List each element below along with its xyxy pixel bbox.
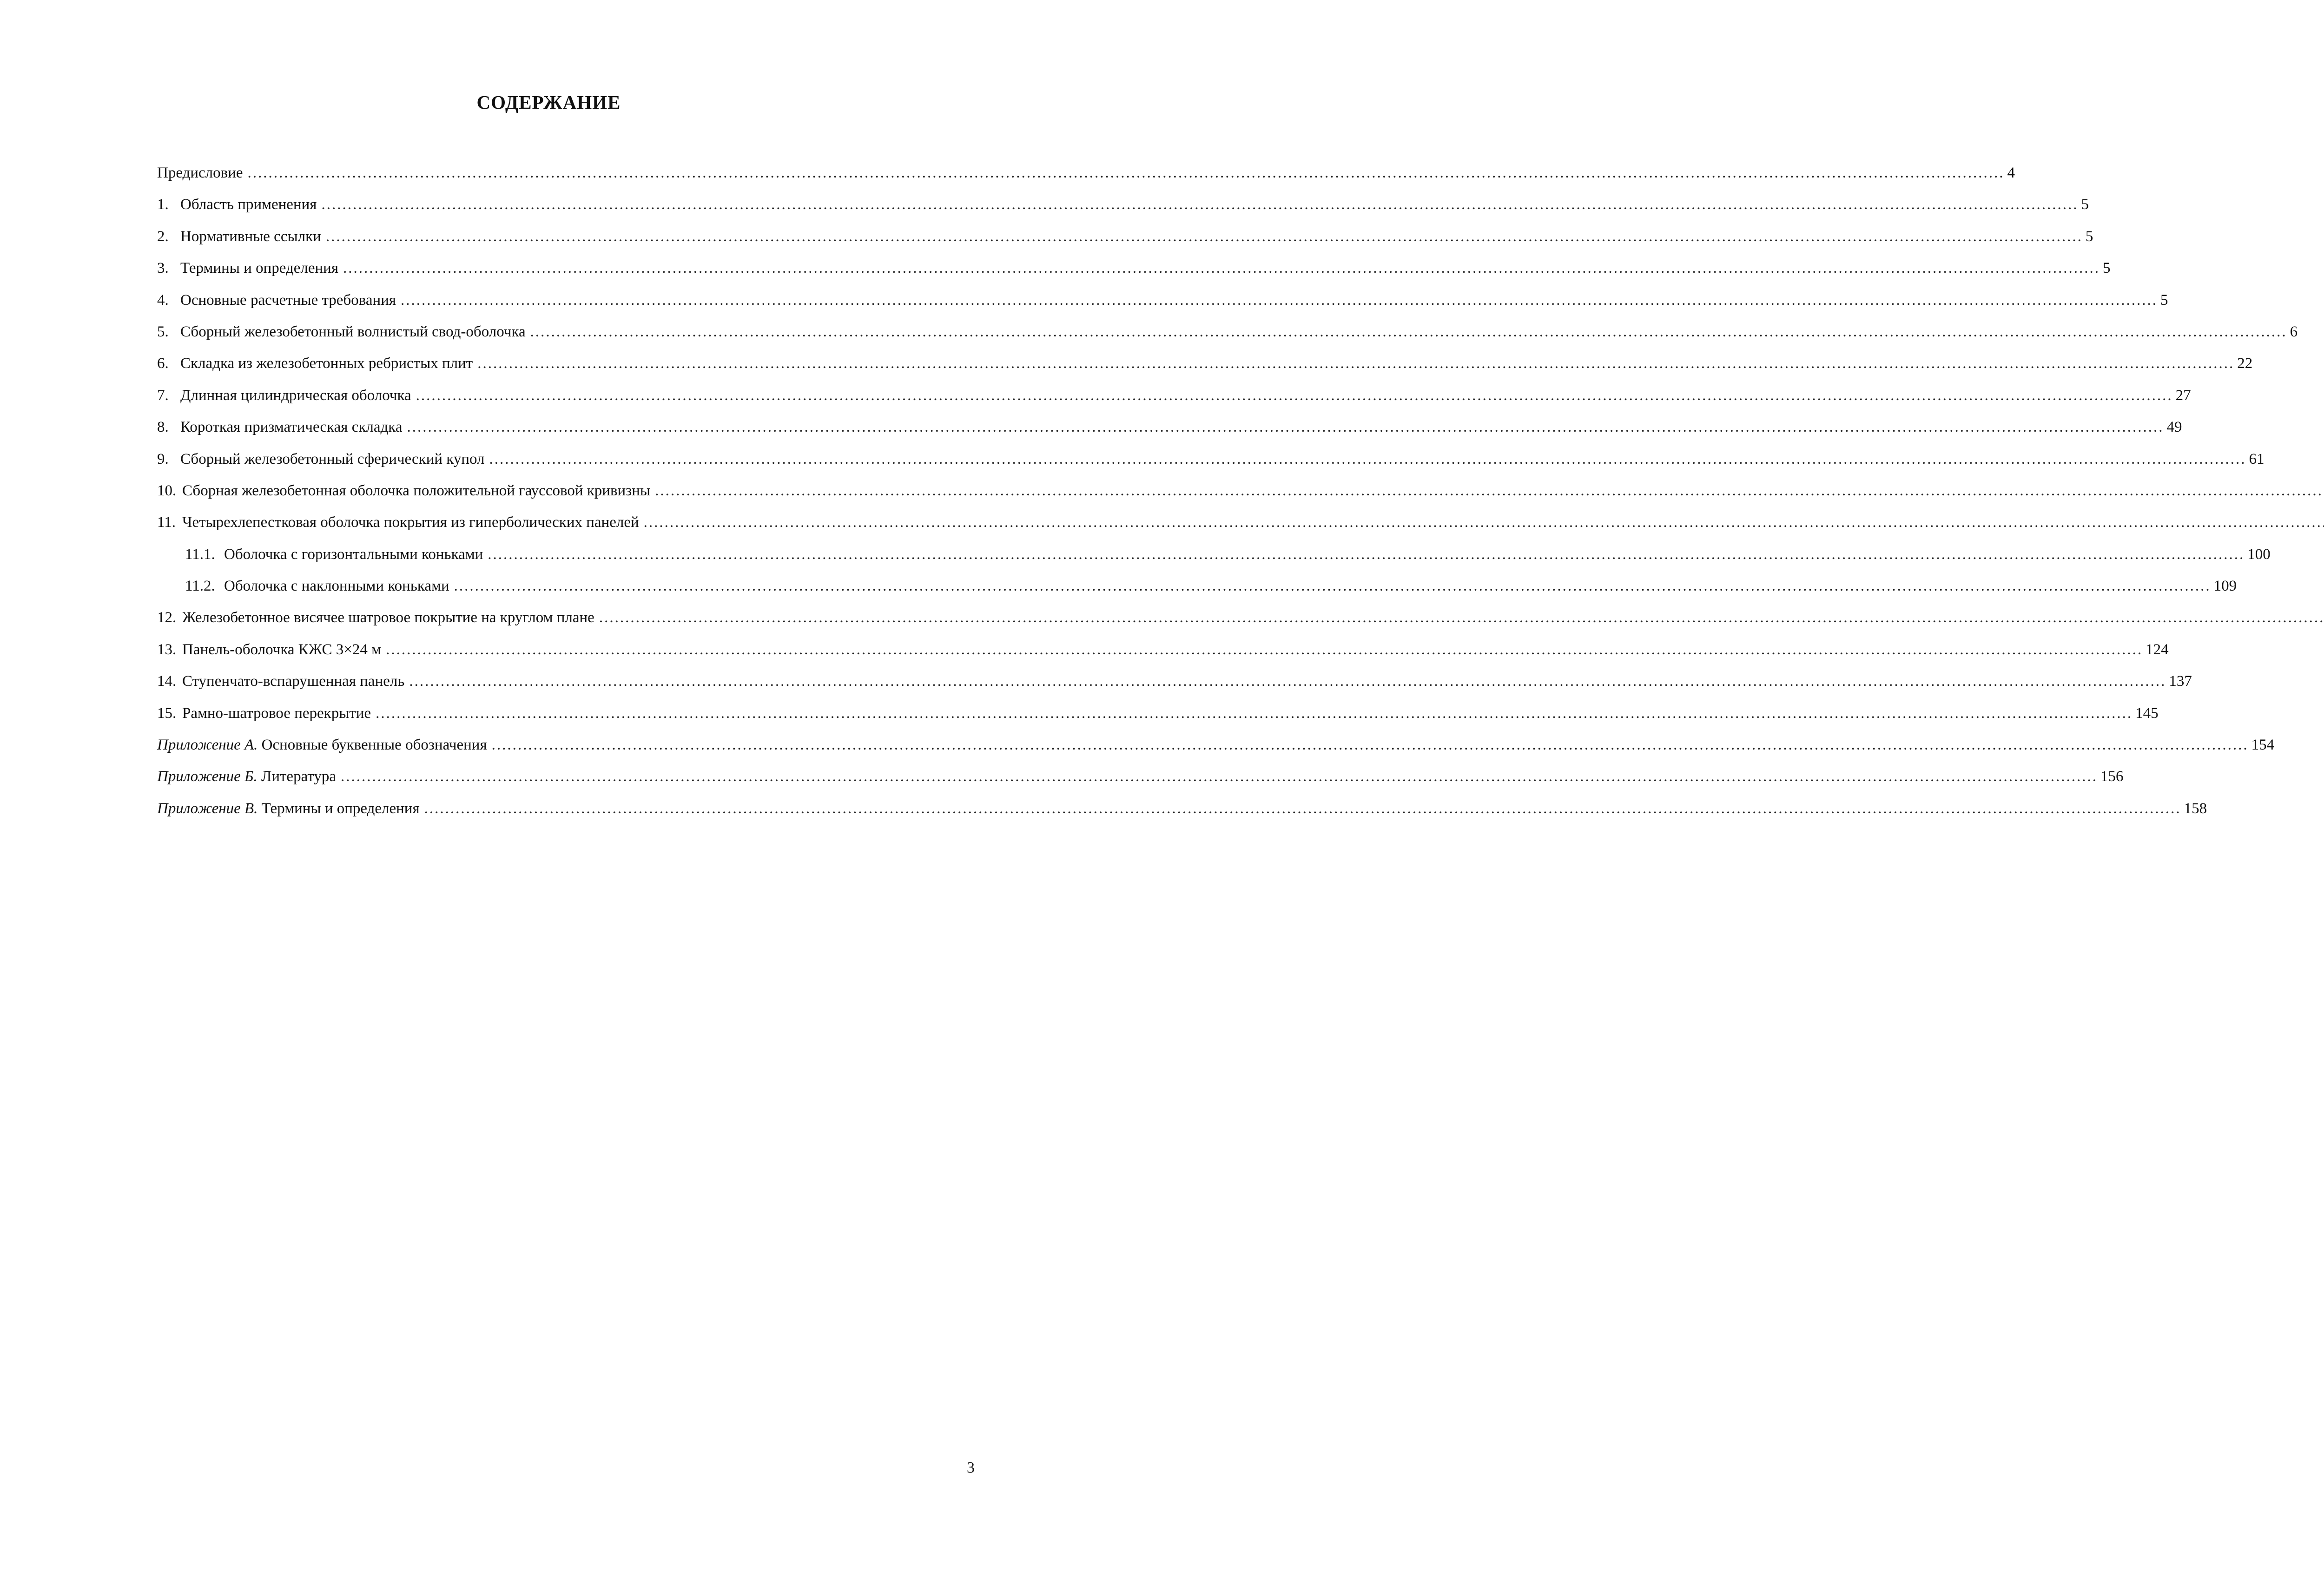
dot-leader <box>343 252 2100 284</box>
toc-entry-page: 109 <box>2213 578 2237 595</box>
toc-entry-11-1[interactable] <box>157 539 2271 570</box>
appendix-title: Термины и определения <box>261 800 420 817</box>
dot-leader <box>454 570 2211 602</box>
dot-leader <box>326 221 2083 252</box>
dot-leader <box>424 793 2181 824</box>
toc-entry-9[interactable] <box>157 443 2265 475</box>
dot-leader <box>489 443 2246 475</box>
toc-entry-number: 2. <box>157 228 169 245</box>
toc-entry-page: 22 <box>2237 355 2253 372</box>
dot-leader <box>530 316 2287 348</box>
toc-entry-text: Длинная цилиндрическая оболочка <box>180 387 411 404</box>
toc-entry-number: 4. <box>157 291 169 309</box>
dot-leader <box>416 380 2173 411</box>
toc-entry-text: Сборный железобетонный сферический купол <box>180 450 485 467</box>
toc-entry-text: Оболочка с наклонными коньками <box>224 578 449 595</box>
toc-entry-text <box>157 793 420 824</box>
toc-entry-text: Область применения <box>180 196 317 213</box>
dot-leader <box>401 284 2158 316</box>
toc-entry-page: 158 <box>2184 800 2207 817</box>
toc-entry-6[interactable] <box>157 348 2253 379</box>
toc-entry-page: 5 <box>2085 228 2093 245</box>
dot-leader <box>492 729 2249 761</box>
toc-entry-text: Оболочка с горизонтальными коньками <box>224 546 483 563</box>
toc-entry-text <box>157 729 487 761</box>
toc-entry-number: 3. <box>157 260 169 277</box>
toc-entry-page: 137 <box>2169 673 2192 690</box>
toc-entry-4[interactable] <box>157 284 2168 316</box>
toc-entry-text: Ступенчато-вспарушенная панель <box>182 673 405 690</box>
table-of-contents <box>157 157 2298 824</box>
toc-entry-text: Короткая призматическая складка <box>180 419 403 436</box>
dot-leader <box>644 507 2324 538</box>
toc-entry-number: 12. <box>157 609 177 626</box>
dot-leader <box>407 411 2164 443</box>
toc-entry-text: Железобетонное висячее шатровое покрытие на круглом плане <box>182 609 594 626</box>
toc-entry-number: 11. <box>157 514 176 531</box>
toc-entry-11-2[interactable] <box>157 570 2237 602</box>
toc-entry-11[interactable] <box>157 507 923 538</box>
toc-entry-8[interactable] <box>157 411 2182 443</box>
toc-entry-page: 61 <box>2249 450 2265 467</box>
toc-entry-number: 1. <box>157 196 169 213</box>
toc-entry-number: 6. <box>157 355 169 372</box>
toc-entry-appendix-a[interactable] <box>157 729 2275 761</box>
toc-entry-page: 124 <box>2146 641 2169 658</box>
toc-entry-text <box>157 761 336 792</box>
toc-entry-3[interactable] <box>157 252 2111 284</box>
toc-entry-appendix-b[interactable] <box>157 761 2124 792</box>
toc-entry-text: Предисловие <box>157 164 243 181</box>
toc-entry-5[interactable] <box>157 316 2298 348</box>
dot-leader <box>477 348 2234 379</box>
appendix-prefix: Приложение В. <box>157 800 258 817</box>
toc-entry-number: 15. <box>157 704 177 722</box>
toc-entry-page: 5 <box>2103 260 2111 277</box>
dot-leader <box>488 539 2245 570</box>
appendix-prefix: Приложение Б. <box>157 768 257 785</box>
toc-entry-text: Сборный железобетонный волнистый свод-оболочка <box>180 323 526 340</box>
toc-entry-number: 14. <box>157 673 177 690</box>
toc-entry-2[interactable] <box>157 221 2093 252</box>
toc-entry-preface[interactable] <box>157 157 2015 189</box>
appendix-prefix: Приложение А. <box>157 737 258 754</box>
toc-entry-number: 9. <box>157 450 169 467</box>
toc-entry-text: Рамно-шатровое перекрытие <box>182 704 371 722</box>
toc-entry-number: 11.1. <box>185 546 215 563</box>
toc-entry-text: Основные расчетные требования <box>180 291 396 309</box>
dot-leader <box>599 602 2324 633</box>
dot-leader <box>341 761 2098 792</box>
toc-entry-page: 5 <box>2081 196 2089 213</box>
page-number: 3 <box>967 1459 975 1476</box>
dot-leader <box>321 189 2078 220</box>
toc-entry-10[interactable] <box>157 475 923 507</box>
toc-entry-number: 10. <box>157 482 177 499</box>
dot-leader <box>409 665 2166 697</box>
dot-leader <box>248 157 2005 189</box>
toc-entry-number: 13. <box>157 641 177 658</box>
toc-entry-1[interactable] <box>157 189 2089 220</box>
toc-entry-text: Панель-оболочка КЖС 3×24 м <box>182 641 382 658</box>
toc-entry-12[interactable] <box>157 602 923 633</box>
toc-entry-text: Термины и определения <box>180 260 339 277</box>
dot-leader <box>386 634 2143 665</box>
toc-entry-text: Складка из железобетонных ребристых плит <box>180 355 473 372</box>
dot-leader <box>376 697 2133 729</box>
toc-entry-15[interactable] <box>157 697 2159 729</box>
toc-entry-number: 11.2. <box>185 578 215 595</box>
toc-entry-page: 27 <box>2175 387 2191 404</box>
toc-entry-page: 145 <box>2135 704 2159 722</box>
toc-entry-page: 5 <box>2160 291 2168 309</box>
appendix-title: Основные буквенные обозначения <box>261 737 487 754</box>
toc-entry-number: 7. <box>157 387 169 404</box>
toc-entry-text: Нормативные ссылки <box>180 228 321 245</box>
toc-entry-page: 49 <box>2166 419 2182 436</box>
appendix-title: Литература <box>261 768 336 785</box>
toc-entry-7[interactable] <box>157 380 2191 411</box>
toc-entry-13[interactable] <box>157 634 2169 665</box>
toc-entry-page: 100 <box>2247 546 2271 563</box>
toc-entry-number: 8. <box>157 419 169 436</box>
toc-entry-number: 5. <box>157 323 169 340</box>
toc-entry-text: Четырехлепестковая оболочка покрытия из гиперболических панелей <box>182 514 639 531</box>
toc-entry-text: Сборная железобетонная оболочка положительной гауссовой кривизны <box>182 482 651 499</box>
toc-entry-page: 6 <box>2290 323 2298 340</box>
dot-leader <box>655 475 2324 507</box>
toc-entry-page: 156 <box>2100 768 2124 785</box>
toc-entry-page: 154 <box>2251 737 2275 754</box>
page-title: СОДЕРЖАНИЕ <box>476 92 621 113</box>
toc-entry-page: 4 <box>2007 164 2015 181</box>
toc-entry-appendix-v[interactable] <box>157 793 2207 824</box>
toc-entry-14[interactable] <box>157 665 2192 697</box>
